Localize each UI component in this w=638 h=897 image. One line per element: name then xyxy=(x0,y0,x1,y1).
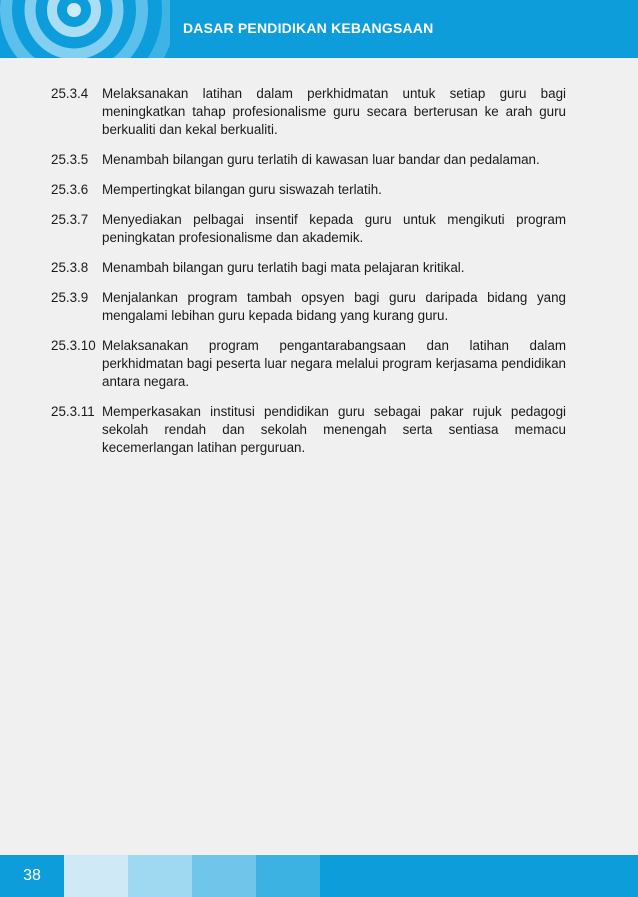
item-text: Melaksanakan latihan dalam perkhidmatan untuk setiap guru bagi meningkatkan tahap profesionalisme guru secara berterusan ke arah guru berkualiti dan kekal berkualiti. xyxy=(102,86,566,137)
list-item xyxy=(51,337,566,391)
footer-stripe xyxy=(64,855,128,897)
concentric-circles-logo xyxy=(0,0,170,58)
item-text: Menyediakan pelbagai insentif kepada guru untuk mengikuti program peningkatan profesionalisme dan akademik. xyxy=(102,212,566,245)
item-number: 25.3.4 xyxy=(51,86,89,101)
list-item xyxy=(51,85,566,139)
item-text: Menjalankan program tambah opsyen bagi guru daripada bidang yang mengalami lebihan guru kepada bidang yang kurang guru. xyxy=(102,290,566,323)
item-text: Melaksanakan program pengantarabangsaan dan latihan dalam perkhidmatan bagi peserta luar negara melalui program kerjasama pendidikan antara negara. xyxy=(102,338,566,389)
page-number: 38 xyxy=(0,855,64,897)
item-number: 25.3.11 xyxy=(51,404,95,419)
numbered-list xyxy=(51,85,566,469)
page-footer xyxy=(0,855,638,897)
footer-stripe xyxy=(192,855,256,897)
item-text: Mempertingkat bilangan guru siswazah terlatih. xyxy=(102,182,382,197)
item-number: 25.3.9 xyxy=(51,290,89,305)
footer-stripe xyxy=(256,855,320,897)
list-item xyxy=(51,403,566,457)
footer-stripe xyxy=(128,855,192,897)
list-item xyxy=(51,211,566,247)
footer-stripe xyxy=(320,855,638,897)
item-number: 25.3.6 xyxy=(51,182,89,197)
page-header xyxy=(0,0,638,58)
item-number: 25.3.8 xyxy=(51,260,89,275)
document-title: DASAR PENDIDIKAN KEBANGSAAN xyxy=(183,20,434,36)
list-item xyxy=(51,259,566,277)
list-item xyxy=(51,151,566,169)
item-text: Menambah bilangan guru terlatih bagi mata pelajaran kritikal. xyxy=(102,260,465,275)
item-text: Memperkasakan institusi pendidikan guru sebagai pakar rujuk pedagogi sekolah rendah dan sekolah menengah serta sentiasa memacu kecemerlangan latihan perguruan. xyxy=(102,404,566,455)
item-number: 25.3.7 xyxy=(51,212,89,227)
list-item xyxy=(51,289,566,325)
list-item xyxy=(51,181,566,199)
item-text: Menambah bilangan guru terlatih di kawasan luar bandar dan pedalaman. xyxy=(102,152,540,167)
item-number: 25.3.5 xyxy=(51,152,89,167)
item-number: 25.3.10 xyxy=(51,338,96,353)
